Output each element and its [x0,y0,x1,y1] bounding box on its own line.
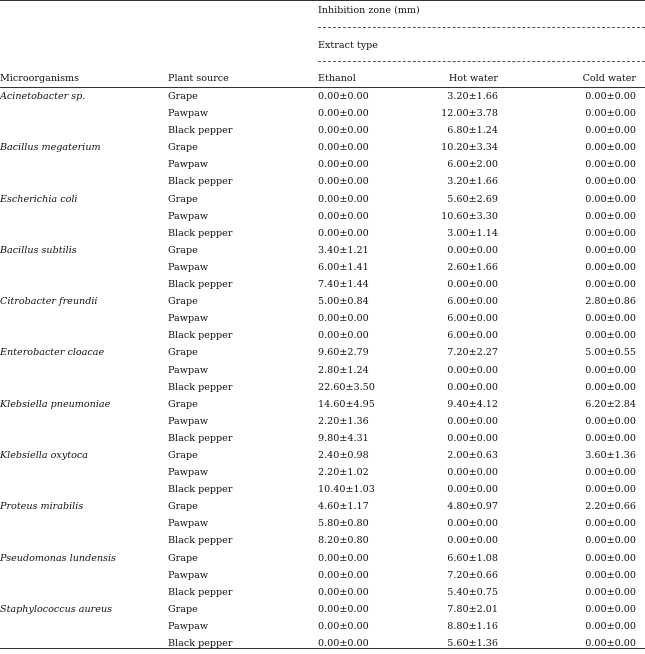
cell-plant-source: Grape [168,501,198,513]
cell-cold-water: 0.00±0.00 [585,210,636,222]
cell-ethanol: 0.00±0.00 [318,569,369,581]
cell-organism: Staphylococcus aureus [0,603,113,615]
cell-plant-source: Black pepper [168,432,233,444]
cell-plant-source: Black pepper [168,176,233,188]
cell-hot-water: 0.00±0.00 [447,467,498,479]
cell-plant-source: Pawpaw [168,518,209,530]
table-row [0,586,645,603]
cell-plant-source: Black pepper [168,279,233,291]
cell-hot-water: 5.60±2.69 [447,193,498,205]
cell-hot-water: 10.60±3.30 [441,210,498,222]
cell-plant-source: Grape [168,603,198,615]
cell-plant-source: Pawpaw [168,313,209,325]
cell-hot-water: 2.60±1.66 [447,261,498,273]
spanner-rule [318,61,645,62]
cell-hot-water: 12.00±3.78 [441,108,498,120]
cell-ethanol: 0.00±0.00 [318,330,369,342]
cell-plant-source: Grape [168,244,198,256]
table-body [0,90,645,654]
table-row [0,381,645,398]
cell-plant-source: Black pepper [168,381,233,393]
cell-cold-water: 0.00±0.00 [585,603,636,615]
cell-cold-water: 0.00±0.00 [585,108,636,120]
cell-ethanol: 9.60±2.79 [318,347,369,359]
cell-ethanol: 9.80±4.31 [318,432,369,444]
cell-cold-water: 2.20±0.66 [585,501,636,513]
column-header-plant-source: Plant source [168,73,229,84]
cell-plant-source: Pawpaw [168,415,209,427]
cell-plant-source: Pawpaw [168,261,209,273]
cell-cold-water: 0.00±0.00 [585,279,636,291]
cell-hot-water: 3.20±1.66 [447,176,498,188]
cell-plant-source: Pawpaw [168,620,209,632]
table-row [0,415,645,432]
table-row [0,158,645,175]
cell-plant-source: Grape [168,552,198,564]
cell-organism: Proteus mirabilis [0,501,84,513]
cell-cold-water: 0.00±0.00 [585,91,636,102]
cell-plant-source: Grape [168,347,198,359]
column-header-microorganisms: Microorganisms [0,73,80,84]
cell-cold-water: 0.00±0.00 [585,467,636,479]
cell-ethanol: 0.00±0.00 [318,552,369,564]
cell-hot-water: 0.00±0.00 [447,432,498,444]
table-row [0,552,645,569]
table-row [0,175,645,192]
cell-plant-source: Grape [168,398,198,410]
cell-plant-source: Pawpaw [168,467,209,479]
cell-ethanol: 5.80±0.80 [318,518,369,530]
header-bottom-rule [0,87,645,88]
table-row [0,534,645,551]
cell-hot-water: 5.60±1.36 [447,638,498,649]
cell-plant-source: Grape [168,142,198,154]
cell-organism: Citrobacter freundii [0,296,98,308]
table-row [0,603,645,620]
cell-hot-water: 7.20±0.66 [447,569,498,581]
cell-organism: Bacillus megaterium [0,142,101,154]
cell-hot-water: 4.80±0.97 [447,501,498,513]
cell-ethanol: 7.40±1.44 [318,279,369,291]
cell-plant-source: Grape [168,193,198,205]
table-row [0,312,645,329]
cell-cold-water: 0.00±0.00 [585,142,636,154]
cell-ethanol: 0.00±0.00 [318,638,369,649]
spanner-rule [318,27,645,28]
cell-hot-water: 6.00±0.00 [447,313,498,325]
table-top-rule [0,0,645,1]
cell-cold-water: 0.00±0.00 [585,432,636,444]
cell-hot-water: 5.40±0.75 [447,586,498,598]
cell-cold-water: 0.00±0.00 [585,313,636,325]
cell-cold-water: 0.00±0.00 [585,159,636,171]
cell-ethanol: 0.00±0.00 [318,586,369,598]
cell-hot-water: 6.80±1.24 [447,125,498,137]
cell-cold-water: 0.00±0.00 [585,552,636,564]
cell-plant-source: Black pepper [168,535,233,547]
cell-plant-source: Black pepper [168,484,233,496]
cell-organism: Acinetobacter sp. [0,91,86,102]
cell-hot-water: 9.40±4.12 [447,398,498,410]
cell-hot-water: 0.00±0.00 [447,364,498,376]
column-header-ethanol: Ethanol [318,73,356,84]
cell-organism: Klebsiella pneumoniae [0,398,111,410]
cell-plant-source: Black pepper [168,330,233,342]
table-row [0,244,645,261]
table-row [0,90,645,107]
cell-plant-source: Pawpaw [168,210,209,222]
cell-plant-source: Grape [168,91,198,102]
table-row [0,637,645,654]
table-row [0,620,645,637]
cell-ethanol: 5.00±0.84 [318,296,369,308]
table-row [0,364,645,381]
inhibition-zone-header: Inhibition zone (mm) [318,5,420,16]
cell-cold-water: 0.00±0.00 [585,193,636,205]
cell-ethanol: 2.20±1.02 [318,467,369,479]
table-row [0,569,645,586]
table-bottom-rule [0,648,645,649]
cell-ethanol: 0.00±0.00 [318,313,369,325]
table-row [0,278,645,295]
cell-hot-water: 0.00±0.00 [447,535,498,547]
cell-plant-source: Black pepper [168,227,233,239]
cell-ethanol: 0.00±0.00 [318,603,369,615]
column-header-cold-water: Cold water [582,73,636,84]
table-row [0,517,645,534]
table-row [0,141,645,158]
table-row [0,295,645,312]
cell-ethanol: 22.60±3.50 [318,381,375,393]
cell-cold-water: 0.00±0.00 [585,638,636,649]
cell-plant-source: Pawpaw [168,108,209,120]
cell-ethanol: 0.00±0.00 [318,142,369,154]
table-row [0,466,645,483]
cell-hot-water: 0.00±0.00 [447,518,498,530]
table-row [0,483,645,500]
cell-cold-water: 0.00±0.00 [585,244,636,256]
table-row [0,329,645,346]
cell-ethanol: 0.00±0.00 [318,210,369,222]
cell-hot-water: 0.00±0.00 [447,279,498,291]
cell-ethanol: 0.00±0.00 [318,227,369,239]
cell-hot-water: 0.00±0.00 [447,381,498,393]
cell-ethanol: 0.00±0.00 [318,193,369,205]
cell-ethanol: 14.60±4.95 [318,398,375,410]
cell-cold-water: 0.00±0.00 [585,261,636,273]
cell-organism: Enterobacter cloacae [0,347,105,359]
cell-cold-water: 0.00±0.00 [585,330,636,342]
cell-ethanol: 10.40±1.03 [318,484,375,496]
cell-cold-water: 0.00±0.00 [585,535,636,547]
cell-cold-water: 0.00±0.00 [585,227,636,239]
cell-plant-source: Pawpaw [168,364,209,376]
cell-cold-water: 0.00±0.00 [585,381,636,393]
cell-ethanol: 2.20±1.36 [318,415,369,427]
cell-hot-water: 0.00±0.00 [447,415,498,427]
table-row [0,449,645,466]
cell-plant-source: Black pepper [168,586,233,598]
cell-hot-water: 0.00±0.00 [447,484,498,496]
table-row [0,210,645,227]
cell-cold-water: 0.00±0.00 [585,415,636,427]
cell-hot-water: 6.60±1.08 [447,552,498,564]
table-row [0,432,645,449]
cell-ethanol: 0.00±0.00 [318,176,369,188]
cell-ethanol: 0.00±0.00 [318,91,369,102]
cell-cold-water: 0.00±0.00 [585,620,636,632]
cell-hot-water: 0.00±0.00 [447,244,498,256]
cell-cold-water: 5.00±0.55 [585,347,636,359]
cell-cold-water: 0.00±0.00 [585,484,636,496]
extract-type-header: Extract type [318,40,378,51]
cell-cold-water: 0.00±0.00 [585,364,636,376]
cell-cold-water: 0.00±0.00 [585,586,636,598]
table-row [0,227,645,244]
table-row [0,261,645,278]
cell-hot-water: 8.80±1.16 [447,620,498,632]
cell-plant-source: Black pepper [168,125,233,137]
cell-ethanol: 0.00±0.00 [318,159,369,171]
cell-plant-source: Grape [168,296,198,308]
cell-plant-source: Pawpaw [168,569,209,581]
cell-ethanol: 0.00±0.00 [318,620,369,632]
table-row [0,346,645,363]
column-header-row [0,73,645,87]
table-row [0,398,645,415]
table-row [0,107,645,124]
cell-cold-water: 0.00±0.00 [585,518,636,530]
cell-organism: Pseudomonas lundensis [0,552,116,564]
cell-hot-water: 6.00±0.00 [447,296,498,308]
cell-ethanol: 8.20±0.80 [318,535,369,547]
cell-hot-water: 6.00±0.00 [447,330,498,342]
cell-organism: Escherichia coli [0,193,78,205]
cell-plant-source: Grape [168,449,198,461]
cell-cold-water: 0.00±0.00 [585,125,636,137]
cell-plant-source: Pawpaw [168,159,209,171]
cell-hot-water: 3.00±1.14 [447,227,498,239]
column-header-hot-water: Hot water [448,73,498,84]
cell-ethanol: 2.80±1.24 [318,364,369,376]
cell-ethanol: 2.40±0.98 [318,449,369,461]
table-row [0,500,645,517]
cell-ethanol: 6.00±1.41 [318,261,369,273]
cell-ethanol: 0.00±0.00 [318,108,369,120]
cell-ethanol: 0.00±0.00 [318,125,369,137]
cell-ethanol: 4.60±1.17 [318,501,369,513]
cell-cold-water: 0.00±0.00 [585,176,636,188]
cell-cold-water: 6.20±2.84 [585,398,636,410]
table-row [0,124,645,141]
cell-cold-water: 2.80±0.86 [585,296,636,308]
cell-cold-water: 3.60±1.36 [585,449,636,461]
cell-organism: Bacillus subtilis [0,244,77,256]
cell-plant-source: Black pepper [168,638,233,649]
cell-hot-water: 7.80±2.01 [447,603,498,615]
table-row [0,193,645,210]
cell-ethanol: 3.40±1.21 [318,244,369,256]
cell-cold-water: 0.00±0.00 [585,569,636,581]
cell-hot-water: 7.20±2.27 [447,347,498,359]
cell-hot-water: 6.00±2.00 [447,159,498,171]
cell-hot-water: 2.00±0.63 [447,449,498,461]
cell-organism: Klebsiella oxytoca [0,449,88,461]
cell-hot-water: 10.20±3.34 [441,142,498,154]
cell-hot-water: 3.20±1.66 [447,91,498,102]
